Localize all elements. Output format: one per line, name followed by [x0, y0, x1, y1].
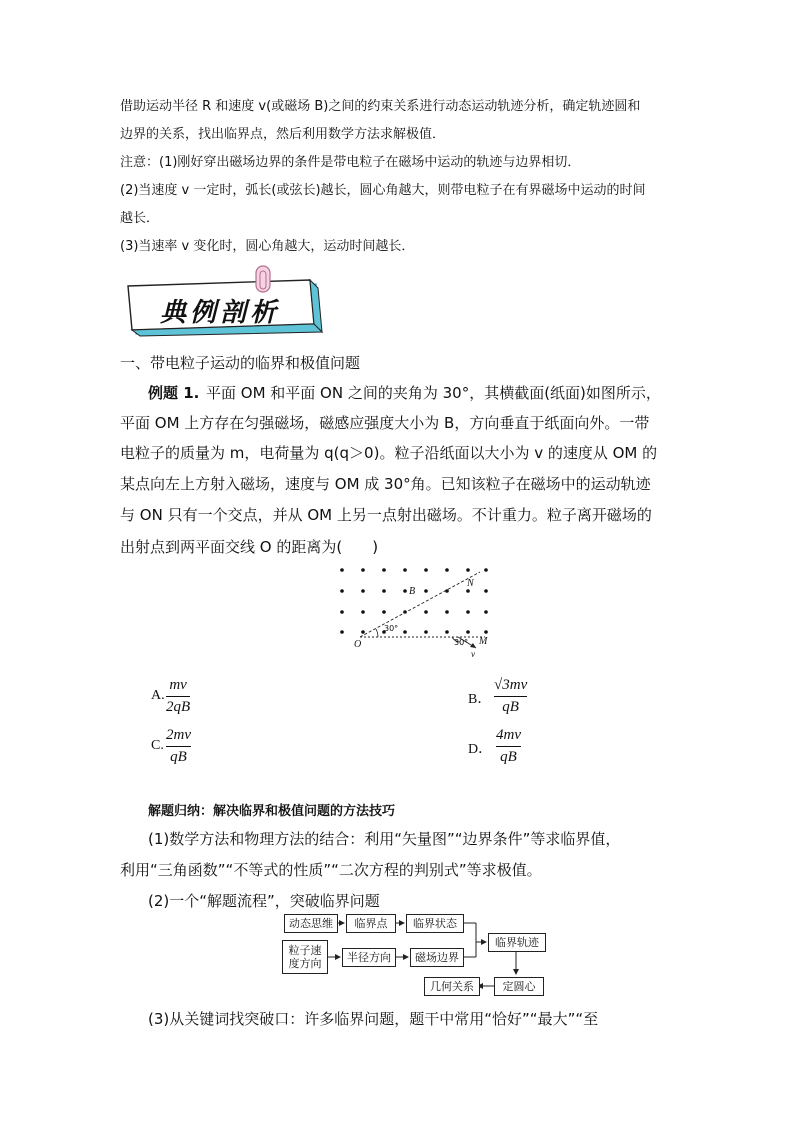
field-dot [361, 589, 365, 593]
flow-box-field-boundary: 磁场边界 [410, 948, 464, 967]
example-label: 例题 1. [148, 384, 200, 402]
field-dot [424, 589, 428, 593]
option-d-numerator: 4mv [496, 727, 521, 743]
field-dot [445, 610, 449, 614]
note-1: 注意：(1)刚好穿出磁场边界的条件是带电粒子在磁场中运动的轨迹与边界相切． [120, 155, 581, 170]
summary-p3: (3)从关键词找突破口：许多临界问题，题干中常用“恰好”“最大”“至 [148, 1010, 599, 1028]
fraction-bar [166, 696, 190, 697]
field-dot [403, 589, 407, 593]
field-dot [445, 630, 449, 634]
option-a-label: A. [151, 688, 165, 703]
option-a-fraction [166, 676, 190, 717]
flow-box-geometric-relation: 几何关系 [424, 977, 480, 996]
field-dot [484, 610, 488, 614]
example-line-2: 平面 OM 上方存在匀强磁场，磁感应强度大小为 B，方向垂直于纸面向外。一带 [120, 414, 650, 432]
intro-line-1: 借助运动半径 R 和速度 v(或磁场 B)之间的约束关系进行动态运动轨迹分析，确定轨迹圆和 [120, 99, 641, 114]
fraction-bar [494, 696, 527, 697]
example-line-3: 电粒子的质量为 m，电荷量为 q(q＞0)。粒子沿纸面以大小为 v 的速度从 OM 的 [120, 444, 658, 462]
option-d-fraction [496, 726, 521, 767]
note-3: (3)当速率 v 变化时，圆心角越大，运动时间越长． [120, 239, 415, 254]
flow-box-critical-trajectory: 临界轨迹 [488, 933, 546, 952]
label-B: B [409, 586, 416, 597]
angle-label-1: 30° [384, 624, 399, 633]
option-c-fraction [166, 726, 191, 767]
field-dot [361, 610, 365, 614]
flow-box-dynamic-thinking: 动态思维 [284, 914, 338, 933]
note-2b: 越长． [120, 211, 160, 226]
field-diagram [330, 562, 500, 662]
field-dot [340, 568, 344, 572]
field-dot [382, 589, 386, 593]
field-dot [361, 568, 365, 572]
section-heading: 一、带电粒子运动的临界和极值问题 [120, 354, 361, 372]
flow-box-radius-direction: 半径方向 [342, 948, 396, 967]
label-M: M [479, 636, 488, 647]
summary-title: 解题归纳：解决临界和极值问题的方法技巧 [148, 804, 396, 819]
paperclip-icon [256, 266, 270, 292]
field-dot [382, 610, 386, 614]
section-banner [118, 262, 328, 340]
note-2a: (2)当速度 v 一定时，弧长(或弦长)越长，圆心角越大，则带电粒子在有界磁场中运动的时间 [120, 183, 646, 198]
option-b-label: B． [468, 692, 492, 707]
flow-box-4-line-1: 粒子速 [288, 944, 322, 957]
option-b-fraction [494, 676, 527, 717]
field-dot [382, 568, 386, 572]
field-dot [466, 610, 470, 614]
option-b-numerator: √3mv [494, 677, 528, 693]
field-dot [340, 589, 344, 593]
label-O: O [354, 639, 362, 650]
field-dot [340, 610, 344, 614]
summary-p2: (2)一个“解题流程”，突破临界问题 [148, 892, 380, 910]
field-dot [424, 610, 428, 614]
field-dot [484, 630, 488, 634]
flow-box-critical-point: 临界点 [346, 914, 396, 933]
field-dot [424, 630, 428, 634]
field-dot [466, 630, 470, 634]
example-line-4: 某点向左上方射入磁场，速度与 OM 成 30°角。已知该粒子在磁场中的运动轨迹 [120, 475, 651, 493]
option-d-label: D． [468, 742, 493, 757]
field-dot [403, 568, 407, 572]
field-dot [403, 630, 407, 634]
intro-line-2: 边界的关系，找出临界点，然后利用数学方法求解极值． [120, 127, 446, 142]
option-a-denominator: 2qB [166, 699, 191, 715]
flow-box-critical-state: 临界状态 [406, 914, 464, 933]
field-dot [466, 568, 470, 572]
summary-p1b: 利用“三角函数”“不等式的性质”“二次方程的判别式”等求极值。 [120, 861, 542, 879]
plane-on-line [360, 572, 480, 637]
option-d-denominator: qB [500, 749, 517, 765]
field-dot [424, 568, 428, 572]
option-c-numerator: 2mv [166, 727, 191, 743]
angle-label-2: 30° [454, 638, 469, 647]
fraction-bar [166, 746, 191, 747]
field-dot [340, 630, 344, 634]
banner-title: 典例剖析 [160, 298, 281, 328]
magnetic-field-dots [340, 568, 488, 634]
flow-box-particle-velocity-direction [282, 940, 328, 974]
option-b-denominator: qB [502, 699, 519, 715]
arrow-head-icon [470, 643, 476, 648]
label-N: N [467, 578, 474, 589]
option-a-numerator: mv [169, 677, 187, 693]
label-v: v [471, 649, 475, 659]
option-c-label: C. [151, 738, 164, 753]
example-line-6: 出射点到两平面交线 O 的距离为( ) [120, 538, 379, 556]
fraction-bar [496, 746, 521, 747]
option-c-denominator: qB [170, 749, 187, 765]
flow-box-find-center: 定圆心 [494, 977, 544, 996]
flowchart [280, 912, 552, 1000]
example-line-1: 平面 OM 和平面 ON 之间的夹角为 30°，其横截面(纸面)如图所示， [206, 384, 661, 402]
flow-box-4-line-2: 度方向 [288, 957, 322, 970]
field-dot [361, 630, 365, 634]
field-dot [484, 589, 488, 593]
field-dot [484, 568, 488, 572]
angle-arc-o [376, 629, 378, 637]
field-dot [466, 589, 470, 593]
example-line-5: 与 ON 只有一个交点，并从 OM 上另一点射出磁场。不计重力。粒子离开磁场的 [120, 506, 652, 524]
summary-p1a: (1)数学方法和物理方法的结合：利用“矢量图”“边界条件”等求临界值， [148, 830, 621, 848]
field-dot [445, 568, 449, 572]
